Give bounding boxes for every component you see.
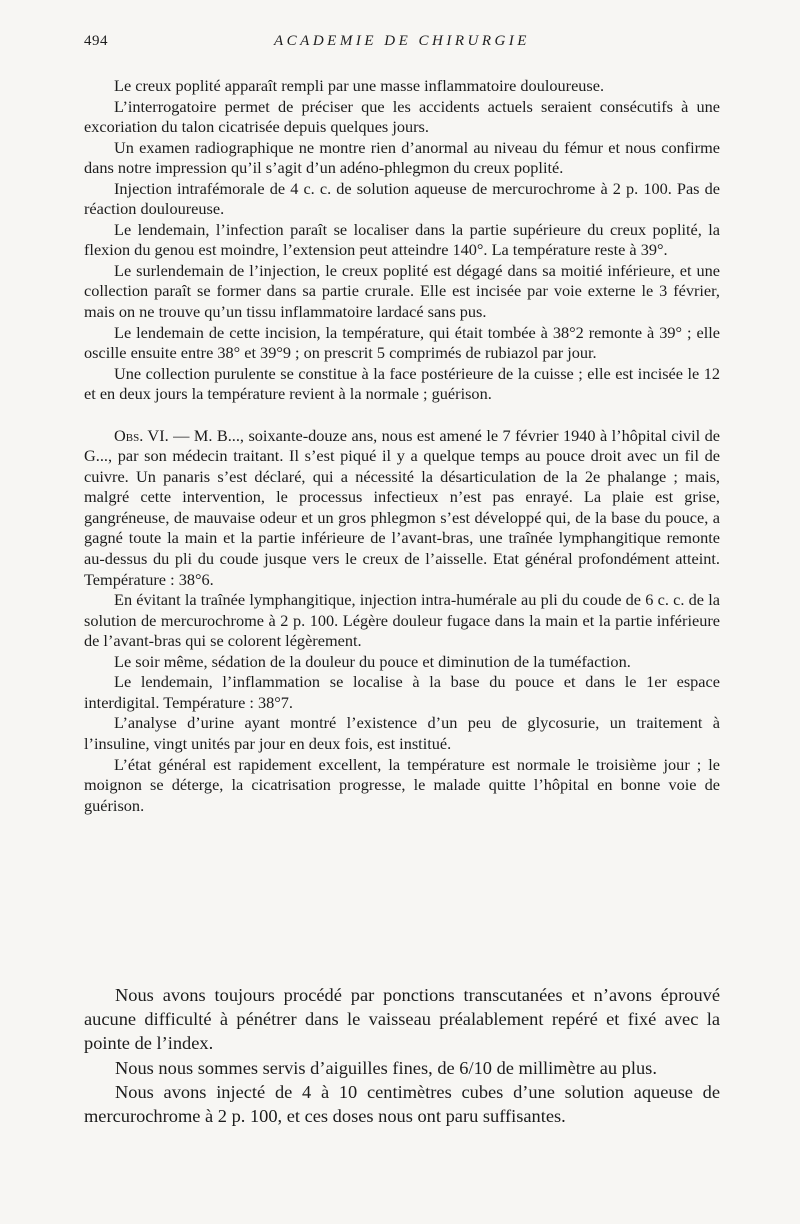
paragraph: Nous nous sommes servis d’aiguilles fines, de 6/10 de millimètre au plus.: [115, 1057, 657, 1078]
page-number: 494: [84, 33, 108, 49]
paragraph: L’analyse d’urine ayant montré l’existence d’un peu de glycosurie, un traitement à l’insuline, vingt unités par jour en deux fois, est institué.: [84, 713, 720, 753]
paragraph: Le lendemain de cette incision, la température, qui était tombée à 38°2 remonte à 39° ; elle oscille ensuite entre 38° et 39°9 ; on prescrit 5 comprimés de rubiazol par jour.: [84, 322, 720, 363]
paragraph: Injection intrafémorale de 4 c. c. de solution aqueuse de mercurochrome à 2 p. 100. Pas de réaction douloureuse.: [84, 178, 720, 219]
paragraph: L’interrogatoire permet de préciser que les accidents actuels seraient consécutifs à une excoriation du talon cicatrisée depuis quelques jours.: [84, 96, 720, 137]
paragraph: Le lendemain, l’infection paraît se localiser dans la partie supérieure du creux poplité, la flexion du genou est moindre, l’extension peut atteindre 140°. La température reste à 39°.: [84, 219, 720, 260]
case-report-text: [84, 76, 720, 816]
paragraph: Nous avons injecté de 4 à 10 centimètres cubes d’une solution aqueuse de mercurochrome à 2 p. 100, et ces doses nous ont paru suffisantes.: [84, 1081, 720, 1127]
paragraph: Le soir même, sédation de la douleur du pouce et diminution de la tuméfaction.: [114, 651, 631, 671]
paragraph: Le lendemain, l’inflammation se localise à la base du pouce et dans le 1er espace interdigital. Température : 38°7.: [84, 672, 720, 712]
paragraph: Nous avons toujours procédé par ponctions transcutanées et n’avons éprouvé aucune difficulté à pénétrer dans le vaisseau préalablement repéré et fixé avec la pointe de l’index.: [84, 985, 720, 1054]
paragraph: Une collection purulente se constitue à la face postérieure de la cuisse ; elle est incisée le 12 et en deux jours la température revient à la normale ; guérison.: [84, 363, 720, 404]
conclusion-text: [84, 983, 720, 1128]
observation-intro: [84, 426, 720, 590]
paragraph: Un examen radiographique ne montre rien d’anormal au niveau du fémur et nous confirme dans notre impression qu’il s’agit d’un adéno-phlegmon du creux poplité.: [84, 137, 720, 178]
running-title: ACADEMIE DE CHIRURGIE: [274, 33, 530, 49]
observation-label: Obs. VI.: [114, 425, 169, 445]
observation-intro-text: — M. B..., soixante-douze ans, nous est amené le 7 février 1940 à l’hôpital civil de G..., par son médecin traitant. Il s’est piqué il y a quelque temps au pouce droit avec un fil de cuivre. Un panaris s’est déclaré, qui a nécessité la désarticulation de la 2e phalange ; mais, malgré cette intervention, le processus infectieux n’est pas enrayé. La plaie est grise, gangréneuse, de mauvaise odeur et un gros phlegmon s’est développé qui, de la base du pouce, a gagné toute la main et la partie inférieure de l’avant-bras, une traînée lymphangitique remonte au-dessus du pli du coude jusque vers le creux de l’aisselle. Etat général profondément atteint. Température : 38°6.: [84, 425, 720, 589]
section-spacer: [84, 405, 720, 426]
page-header: [84, 33, 720, 55]
paragraph: Le surlendemain de l’injection, le creux poplité est dégagé dans sa moitié inférieure, et une collection paraît se former dans sa partie crurale. Elle est incisée par voie externe le 3 février, mais on ne trouve qu’un tissu inflammatoire lardacé sans pus.: [84, 260, 720, 322]
paragraph: Le creux poplité apparaît rempli par une masse inflammatoire douloureuse.: [114, 76, 605, 95]
paragraph: L’état général est rapidement excellent, la température est normale le troisième jour ; le moignon se déterge, la cicatrisation progresse, le malade quitte l’hôpital en bonne voie de guérison.: [84, 754, 720, 815]
paragraph: En évitant la traînée lymphangitique, injection intra-humérale au pli du coude de 6 c. c. de la solution de mercurochrome à 2 p. 100. Légère douleur fugace dans la main et la partie inférieure de l’avant-bras qui se colorent légèrement.: [84, 590, 720, 651]
